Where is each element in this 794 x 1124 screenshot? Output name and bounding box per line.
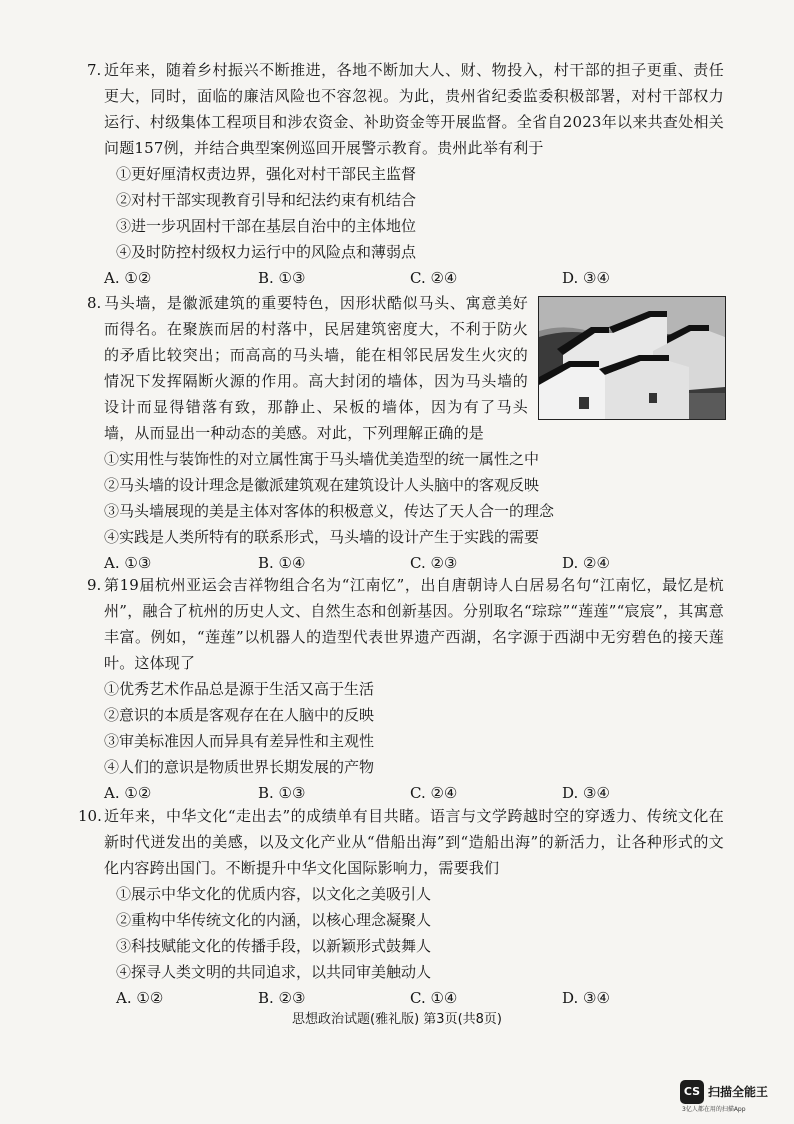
watermark-subtitle: 3亿人都在用的扫描App [682,1106,746,1113]
choice-c: C. ②③ [410,554,458,572]
choice-b: B. ①③ [258,784,306,802]
question-10 [78,803,724,1011]
question-number: 8. [87,294,102,312]
question-stem: 近年来，中华文化“走出去”的成绩单有目共睹。语言与文学跨越时空的穿透力、传统文化在新时代迸发出的美感，以及文化产业从“借船出海”到“造船出海”的新活力，让各种形式的文化内容跨出国门。不断提升中华文化国际影响力，需要我们 [104,807,724,877]
choice-d: D. ③④ [562,269,610,287]
question-number: 7. [87,61,102,79]
option-2: ②马头墙的设计理念是徽派建筑观在建筑设计人头脑中的客观反映 [104,476,540,494]
option-4: ④实践是人类所特有的联系形式，马头墙的设计产生于实践的需要 [104,528,540,546]
choice-a: A. ①② [104,784,152,802]
choice-c: C. ②④ [410,269,458,287]
choice-b: B. ①③ [258,269,306,287]
page-footer: 思想政治试题(雅礼版) 第3页(共8页) [292,1012,502,1027]
choice-c: C. ①④ [410,989,458,1007]
choice-a: A. ①② [116,989,164,1007]
choice-c: C. ②④ [410,784,458,802]
camscanner-logo-icon: CS [680,1080,704,1104]
question-number: 10. [78,807,102,825]
question-stem: 马头墙，是徽派建筑的重要特色，因形状酷似马头、寓意美好而得名。在聚族而居的村落中，民居建筑密度大，不利于防火的矛盾比较突出；而高高的马头墙，能在相邻民居发生火灾的情况下发挥隔断火源的作用。高大封闭的墙体，因为马头墙的设计而显得错落有致，那静止、呆板的墙体，因为有了马头墙，从而显出一种动态的美感。对此，下列理解正确的是 [104,294,528,442]
option-1: ①展示中华文化的优质内容，以文化之美吸引人 [116,885,432,903]
option-4: ④及时防控村级权力运行中的风险点和薄弱点 [116,243,417,261]
option-1: ①更好厘清权责边界，强化对村干部民主监督 [116,165,417,183]
choice-b: B. ②③ [258,989,306,1007]
option-4: ④人们的意识是物质世界长期发展的产物 [104,758,375,776]
choice-b: B. ①④ [258,554,306,572]
option-3: ③科技赋能文化的传播手段，以新颖形式鼓舞人 [116,937,432,955]
question-number: 9. [87,576,102,594]
option-4: ④探寻人类文明的共同追求，以共同审美触动人 [116,963,432,981]
option-3: ③审美标准因人而异具有差异性和主观性 [104,732,375,750]
answer-choices [104,985,724,1011]
question-9 [87,572,724,806]
option-2: ②重构中华传统文化的内涵，以核心理念凝聚人 [116,911,432,929]
choice-d: D. ②④ [562,554,610,572]
choice-a: A. ①② [104,269,152,287]
choice-d: D. ③④ [562,989,610,1007]
horse-head-wall-photo [538,296,726,420]
scanner-watermark [680,1080,788,1120]
choice-a: A. ①③ [104,554,152,572]
option-2: ②对村干部实现教育引导和纪法约束有机结合 [116,191,417,209]
watermark-title: 扫描全能王 [708,1085,769,1099]
option-3: ③马头墙展现的美是主体对客体的积极意义，传达了天人合一的理念 [104,502,555,520]
question-7 [87,57,724,291]
question-stem: 第19届杭州亚运会吉祥物组合名为“江南忆”，出自唐朝诗人白居易名句“江南忆，最忆是杭州”，融合了杭州的历史人文、自然生态和创新基因。分别取名“琮琮”“莲莲”“宸宸”，其寓意丰富。例如，“莲莲”以机器人的造型代表世界遗产西湖，名字源于西湖中无穷碧色的接天莲叶。这体现了 [104,576,724,672]
option-2: ②意识的本质是客观存在在人脑中的反映 [104,706,375,724]
option-1: ①优秀艺术作品总是源于生活又高于生活 [104,680,375,698]
choice-d: D. ③④ [562,784,610,802]
option-3: ③进一步巩固村干部在基层自治中的主体地位 [116,217,417,235]
question-stem: 近年来，随着乡村振兴不断推进，各地不断加大人、财、物投入，村干部的担子更重、责任更大，同时，面临的廉洁风险也不容忽视。为此，贵州省纪委监委积极部署，对村干部权力运行、村级集体工程项目和涉农资金、补助资金等开展监督。全省自2023年以来共查处相关问题157例，并结合典型案例巡回开展警示教育。贵州此举有利于 [104,61,724,157]
option-1: ①实用性与装饰性的对立属性寓于马头墙优美造型的统一属性之中 [104,450,540,468]
answer-choices [104,265,724,291]
